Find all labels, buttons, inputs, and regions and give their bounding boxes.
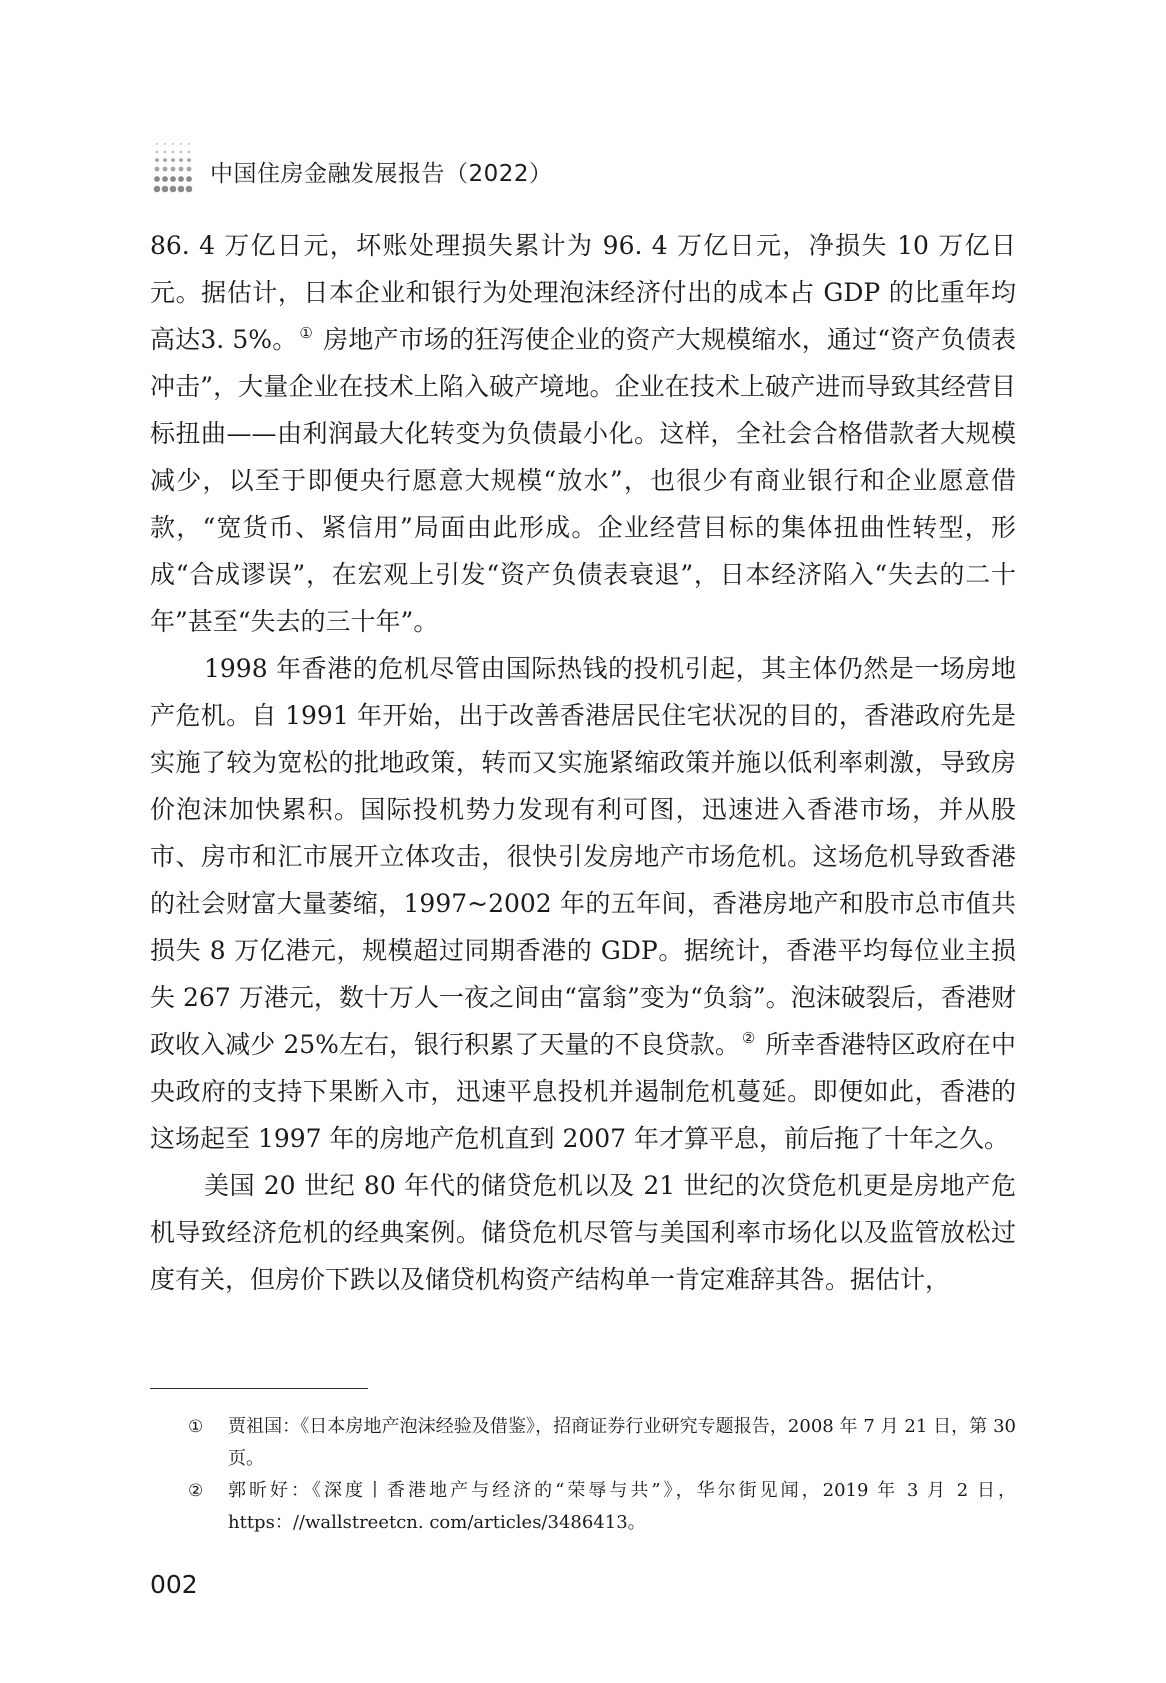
footnote-marker: ① <box>188 1417 204 1437</box>
paragraph-text: 86. 4 万亿日元，坏账处理损失累计为 96. 4 万亿日元，净损失 10 万亿日元。据估计，日本企业和银行为处理泡沫经济付出的成本占 GDP 的比重年均高达3. 5%。 <box>150 231 1016 354</box>
footnote-marker: ② <box>188 1481 204 1501</box>
paragraph-us-crisis <box>150 1162 1016 1303</box>
footnote-ref-1[interactable]: ① <box>299 324 314 342</box>
paragraph-text: 1998 年香港的危机尽管由国际热钱的投机引起，其主体仍然是一场房地产危机。自 1991 年开始，出于改善香港居民住宅状况的目的，香港政府先是实施了较为宽松的批地政策，转而又实施紧缩政策并施以低利率刺激，导致房价泡沫加快累积。国际投机势力发现有利可图，迅速进入香港市场，并从股市、房市和汇市展开立体攻击，很快引发房地产市场危机。这场危机导致香港的社会财富大量萎缩，1997~2002 年的五年间，香港房地产和股市总市值共损失 8 万亿港元，规模超过同期香港的 GDP。据统计，香港平均每位业主损失 267 万港元，数十万人一夜之间由“富翁”变为“负翁”。泡沫破裂后，香港财政收入减少 25%左右，银行积累了天量的不良贷款。 <box>150 654 1016 1059</box>
footnote-divider <box>150 1388 368 1389</box>
dot-grid-icon <box>150 141 196 195</box>
book-title: 中国住房金融发展报告（2022） <box>210 160 553 187</box>
paragraph-hongkong-crisis <box>150 645 1016 1162</box>
footnote-item <box>150 1411 1016 1475</box>
footnote-text: 贾祖国：《日本房地产泡沫经验及借鉴》，招商证券行业研究专题报告，2008 年 7 月 21 日，第 30 页。 <box>228 1416 1016 1469</box>
footnote-item <box>150 1475 1016 1539</box>
footnote-ref-2[interactable]: ② <box>741 1029 756 1047</box>
paragraph-text: 所幸香港特区政府在中央政府的支持下果断入市，迅速平息投机并遏制危机蔓延。即便如此，香港的这场起至 1997 年的房地产危机直到 2007 年才算平息，前后拖了十年之久。 <box>150 1030 1016 1153</box>
page-number: 002 <box>150 1570 198 1599</box>
paragraph-japan-bubble <box>150 222 1016 645</box>
footnote-text: 郭昕好：《深度丨香港地产与经济的“荣辱与共”》，华尔街见闻，2019 年 3 月 2 日，https：//wallstreetcn. com/articles/3486413。 <box>228 1480 1016 1533</box>
running-header <box>150 140 553 196</box>
body-text <box>150 222 1016 1303</box>
paragraph-text: 房地产市场的狂泻使企业的资产大规模缩水，通过“资产负债表冲击”，大量企业在技术上陷入破产境地。企业在技术上破产进而导致其经营目标扭曲——由利润最大化转变为负债最小化。这样，全社会合格借款者大规模减少，以至于即便央行愿意大规模“放水”，也很少有商业银行和企业愿意借款，“宽货币、紧信用”局面由此形成。企业经营目标的集体扭曲性转型，形成“合成谬误”，在宏观上引发“资产负债表衰退”，日本经济陷入“失去的二十年”甚至“失去的三十年”。 <box>150 325 1017 636</box>
paragraph-text: 美国 20 世纪 80 年代的储贷危机以及 21 世纪的次贷危机更是房地产危机导致经济危机的经典案例。储贷危机尽管与美国利率市场化以及监管放松过度有关，但房价下跌以及储贷机构资产结构单一肯定难辞其咎。据估计， <box>150 1171 1016 1294</box>
footnotes <box>150 1411 1016 1539</box>
